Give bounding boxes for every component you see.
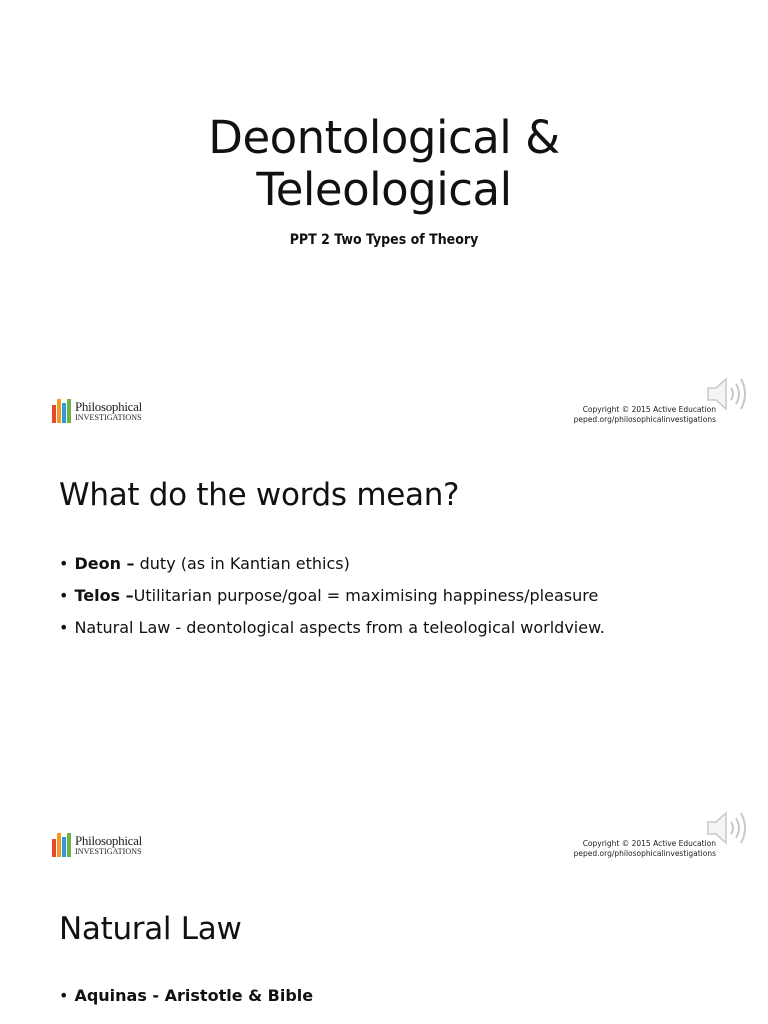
bullet-list xyxy=(59,548,605,644)
logo-line-2: INVESTIGATIONS xyxy=(75,847,142,856)
bullet-term: Telos – xyxy=(74,586,134,605)
slide-word-meanings xyxy=(0,434,768,868)
bullet-term: Deon – xyxy=(74,554,135,573)
slide-title xyxy=(0,0,768,434)
copyright-notice xyxy=(574,839,716,859)
bullet-text: Natural Law - deontological aspects from a teleological worldview. xyxy=(74,618,605,637)
list-item xyxy=(59,612,605,644)
slide-heading: Natural Law xyxy=(59,911,242,947)
philosophical-investigations-logo xyxy=(52,833,142,857)
slide-natural-law xyxy=(0,868,768,1024)
copyright-line-1: Copyright © 2015 Active Education xyxy=(582,839,716,848)
list-item xyxy=(59,580,605,612)
list-item xyxy=(59,980,313,1012)
slide-title-heading xyxy=(0,112,768,216)
logo-line-2: INVESTIGATIONS xyxy=(75,413,142,422)
logo-bars-icon xyxy=(52,833,72,857)
copyright-line-1: Copyright © 2015 Active Education xyxy=(582,405,716,414)
slide-heading: What do the words mean? xyxy=(59,477,460,513)
copyright-notice xyxy=(574,405,716,425)
bullet-list xyxy=(59,980,313,1012)
list-item xyxy=(59,548,605,580)
logo-bars-icon xyxy=(52,399,72,423)
bullet-text: duty (as in Kantian ethics) xyxy=(134,554,350,573)
philosophical-investigations-logo xyxy=(52,399,142,423)
logo-line-1: Philosophical xyxy=(75,833,142,848)
copyright-url: peped.org/philosophicalinvestigations xyxy=(573,849,716,858)
copyright-url: peped.org/philosophicalinvestigations xyxy=(573,415,716,424)
slide-subtitle: PPT 2 Two Types of Theory xyxy=(289,232,479,248)
title-line-2: Teleological xyxy=(256,163,512,216)
bullet-text: Aquinas - Aristotle & Bible xyxy=(74,986,314,1005)
bullet-text: Utilitarian purpose/goal = maximising happiness/pleasure xyxy=(133,586,599,605)
logo-line-1: Philosophical xyxy=(75,399,142,414)
title-line-1: Deontological & xyxy=(208,111,560,164)
